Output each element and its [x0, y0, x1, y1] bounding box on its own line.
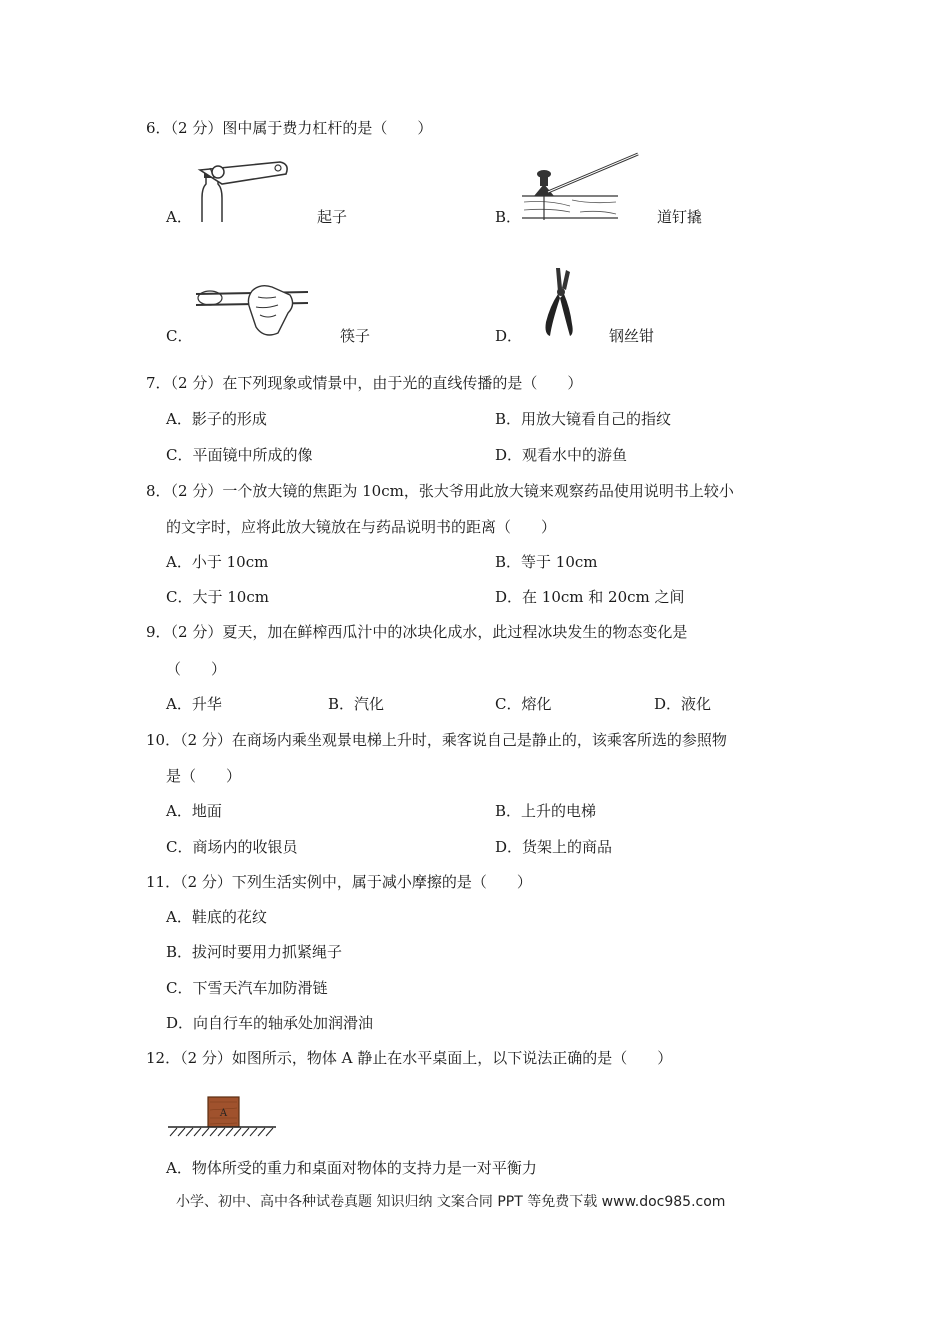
q11-option-a: A．鞋底的花纹 [166, 908, 267, 926]
page-footer: 小学、初中、高中各种试卷真题 知识归纳 文案合同 PPT 等免费下载 www.doc985.com [176, 1194, 726, 1210]
q9-option-b: B．汽化 [328, 695, 385, 713]
q6-option-c-letter: C． [166, 327, 193, 345]
q7-option-d: D．观看水中的游鱼 [495, 446, 628, 464]
q10-option-a: A．地面 [166, 802, 222, 820]
q6-option-c-label: 筷子 [340, 327, 371, 345]
question-7-stem: 7．（2 分）在下列现象或情景中，由于光的直线传播的是（ ） [146, 374, 583, 392]
q11-option-b: B．拔河时要用力抓紧绳子 [166, 943, 343, 961]
q10-option-b: B．上升的电梯 [495, 802, 597, 820]
q11-option-c: C．下雪天汽车加防滑链 [166, 979, 328, 997]
q9-option-d: D．液化 [654, 695, 712, 713]
q6-option-a-label: 起子 [317, 208, 348, 226]
question-12-stem: 12．（2 分）如图所示，物体 A 静止在水平桌面上，以下说法正确的是（ ） [146, 1049, 673, 1067]
question-9-stem-line-2: （ ） [166, 660, 227, 678]
question-11-stem: 11．（2 分）下列生活实例中，属于减小摩擦的是（ ） [146, 873, 532, 891]
pliers-image [540, 266, 580, 338]
q12-option-a: A．物体所受的重力和桌面对物体的支持力是一对平衡力 [166, 1159, 537, 1177]
bottle-opener-image [196, 158, 292, 224]
q10-option-d: D．货架上的商品 [495, 838, 613, 856]
q6-option-d-label: 钢丝钳 [609, 327, 655, 345]
q10-option-c: C．商场内的收银员 [166, 838, 298, 856]
q9-option-c: C．熔化 [495, 695, 552, 713]
q8-option-d: D．在 10cm 和 20cm 之间 [495, 588, 685, 606]
q7-option-c: C．平面镜中所成的像 [166, 446, 313, 464]
question-6-stem: 6．（2 分）图中属于费力杠杆的是（ ） [146, 119, 433, 137]
question-10-stem-line-1: 10．（2 分）在商场内乘坐观景电梯上升时，乘客说自己是静止的，该乘客所选的参照物 [146, 731, 727, 749]
block-on-table-figure [168, 1096, 278, 1142]
crowbar-image [520, 152, 640, 224]
block-label: A [219, 1108, 228, 1119]
q6-option-d-letter: D． [495, 327, 523, 345]
q6-option-b-letter: B． [495, 208, 522, 226]
q7-option-a: A．影子的形成 [166, 410, 267, 428]
question-8-stem-line-1: 8．（2 分）一个放大镜的焦距为 10cm，张大爷用此放大镜来观察药品使用说明书上较小 [146, 482, 734, 500]
q9-option-a: A．升华 [166, 695, 222, 713]
question-8-stem-line-2: 的文字时，应将此放大镜放在与药品说明书的距离（ ） [166, 518, 557, 536]
q8-option-b: B．等于 10cm [495, 553, 598, 571]
q7-option-b: B．用放大镜看自己的指纹 [495, 410, 672, 428]
q11-option-d: D．向自行车的轴承处加润滑油 [166, 1014, 374, 1032]
q6-option-b-label: 道钉撬 [657, 208, 703, 226]
question-10-stem-line-2: 是（ ） [166, 767, 242, 785]
chopsticks-image [194, 283, 312, 341]
q8-option-a: A．小于 10cm [166, 553, 269, 571]
q8-option-c: C．大于 10cm [166, 588, 269, 606]
q6-option-a-letter: A． [166, 208, 192, 226]
question-9-stem-line-1: 9．（2 分）夏天，加在鲜榨西瓜汁中的冰块化成水，此过程冰块发生的物态变化是 [146, 623, 688, 641]
